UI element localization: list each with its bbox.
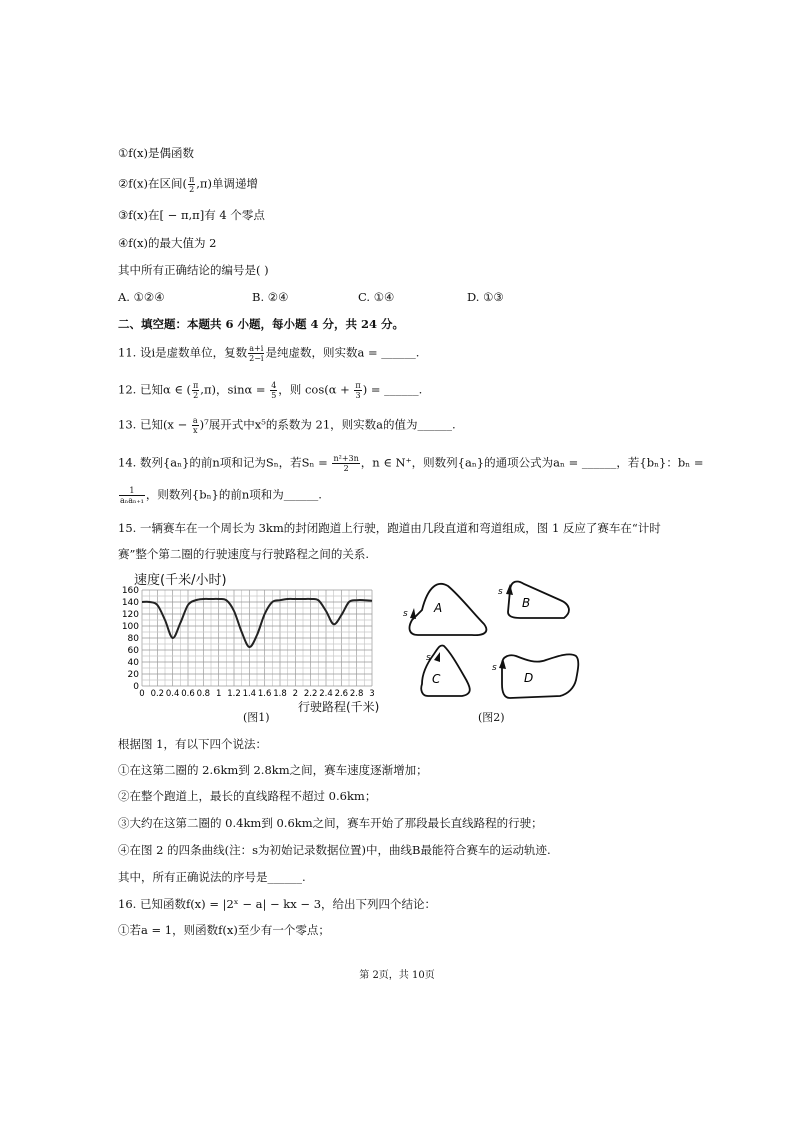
option-a: A. ①②④	[118, 290, 165, 304]
track-d	[502, 654, 578, 698]
q15-intro: 根据图 1，有以下四个说法：	[118, 737, 267, 751]
question-12: 12. 已知α ∈ ( $\frac{\pi}{2}$ ,π)，sinα = $\frac{4}{5}$ ，则 cos(α + $\frac{\pi}{3}$ ) = ______.	[118, 381, 423, 400]
x-tick-label: 1.4	[242, 689, 257, 699]
x-tick-label: 0.6	[181, 689, 195, 699]
y-tick-label: 60	[127, 646, 139, 656]
question-13: 13. 已知(x − $\frac{a}{x}$ )⁷展开式中x⁵的系数为 21，则实数a的值为______.	[118, 416, 456, 435]
question-14-line2: $\frac{1}{\text{aₙaₙ₊₁}}$ ，则数列{bₙ}的前n项和为______.	[120, 486, 322, 505]
y-tick-label: 160	[121, 586, 139, 596]
track-a-arrow-icon	[410, 608, 416, 619]
q15-statement-4: ④在图 2 的四条曲线(注：s为初始记录数据位置)中，曲线B最能符合赛车的运动轨迹.	[118, 843, 551, 857]
chart-xlabel: 行驶路程(千米)	[298, 700, 380, 714]
item-1: ①f(x)是偶函数	[118, 146, 195, 160]
y-tick-label: 100	[121, 622, 139, 632]
chart-ylabel: 速度(千米/小时)	[134, 573, 227, 588]
y-tick-label: 40	[127, 658, 139, 668]
track-c-start: s	[426, 653, 431, 663]
item-3: ③f(x)在[ − π,π]有 4 个零点	[118, 208, 265, 222]
question-15-line1: 15. 一辆赛车在一个周长为 3km的封闭跑道上行驶，跑道由几段直道和弯道组成，图 1 反应了赛车在“计时	[118, 521, 661, 535]
x-tick-label: 2.4	[319, 689, 333, 699]
question-16-line2: ①若a = 1，则函数f(x)至少有一个零点；	[118, 923, 330, 937]
x-tick-label: 1.8	[273, 689, 287, 699]
page-footer: 第 2页，共 10页	[359, 970, 435, 981]
track-a	[410, 584, 487, 635]
question-stem: 其中所有正确结论的编号是( )	[118, 263, 269, 277]
x-tick-label: 1.6	[257, 689, 272, 699]
option-c: C. ①④	[358, 290, 395, 304]
x-tick-label: 0.2	[150, 689, 165, 699]
x-tick-label: 0.8	[196, 689, 211, 699]
x-tick-label: 0	[139, 689, 145, 699]
track-b-start: s	[498, 587, 503, 597]
y-tick-label: 0	[133, 682, 139, 692]
track-b	[508, 582, 569, 618]
question-16-line1: 16. 已知函数f(x) = |2ˣ − a| − kx − 3，给出下列四个结论：	[118, 897, 437, 911]
track-d-start: s	[492, 663, 497, 673]
track-shapes-figure	[400, 572, 590, 712]
q15-question: 其中，所有正确说法的序号是______.	[118, 870, 306, 884]
option-d: D. ①③	[467, 290, 504, 304]
track-c-label: C	[432, 672, 441, 686]
x-tick-label: 2.6	[334, 689, 349, 699]
x-tick-label: 2	[292, 689, 299, 699]
item-4: ④f(x)的最大值为 2	[118, 236, 217, 250]
x-tick-label: 1.2	[227, 689, 241, 699]
question-14-line1: 14. 数列{aₙ}的前n项和记为Sₙ，若Sₙ = $\frac{\text{n²+3n}}{2}$ ，n ∈ N⁺，则数列{aₙ}的通项公式为aₙ = ______，若{bₙ}：bₙ =	[118, 454, 704, 473]
track-a-label: A	[434, 601, 443, 615]
x-tick-label: 2.2	[303, 689, 318, 699]
track-b-label: B	[522, 596, 531, 610]
track-d-label: D	[524, 671, 534, 685]
figure-1-caption: (图1)	[243, 711, 270, 724]
x-tick-label: 2.8	[349, 689, 364, 699]
option-b: B. ②④	[252, 290, 289, 304]
q15-statement-3: ③大约在这第二圈的 0.4km到 0.6km之间，赛车开始了那段最长直线路程的行驶；	[118, 816, 543, 830]
y-tick-label: 120	[121, 610, 139, 620]
track-d-arrow-icon	[499, 658, 506, 669]
x-tick-label: 3	[369, 689, 375, 699]
y-tick-label: 80	[127, 634, 139, 644]
item-2: ②f(x)在区间( $\frac{\pi}{2}$ ,π)单调递增	[118, 175, 258, 194]
fraction: $\frac{\pi}{2}$	[189, 175, 195, 194]
figure-2-caption: (图2)	[478, 711, 505, 724]
section-heading: 二、填空题：本题共 6 小题，每小题 4 分，共 24 分。	[118, 317, 405, 331]
speed-distance-chart	[110, 568, 400, 728]
track-a-start: s	[403, 609, 408, 619]
x-tick-label: 1	[215, 689, 222, 699]
y-tick-label: 140	[121, 598, 139, 608]
question-11: 11. 设i是虚数单位，复数 $\frac{a+i}{2-i}$ 是纯虚数，则实数a = ______.	[118, 344, 420, 363]
q15-statement-2: ②在整个跑道上，最长的直线路程不超过 0.6km；	[118, 789, 377, 803]
y-tick-label: 20	[127, 670, 139, 680]
question-15-line2: 赛”整个第二圈的行驶速度与行驶路程之间的关系.	[118, 547, 370, 561]
q15-statement-1: ①在这第二圈的 2.6km到 2.8km之间，赛车速度逐渐增加；	[118, 763, 428, 777]
x-tick-label: 0.4	[165, 689, 180, 699]
